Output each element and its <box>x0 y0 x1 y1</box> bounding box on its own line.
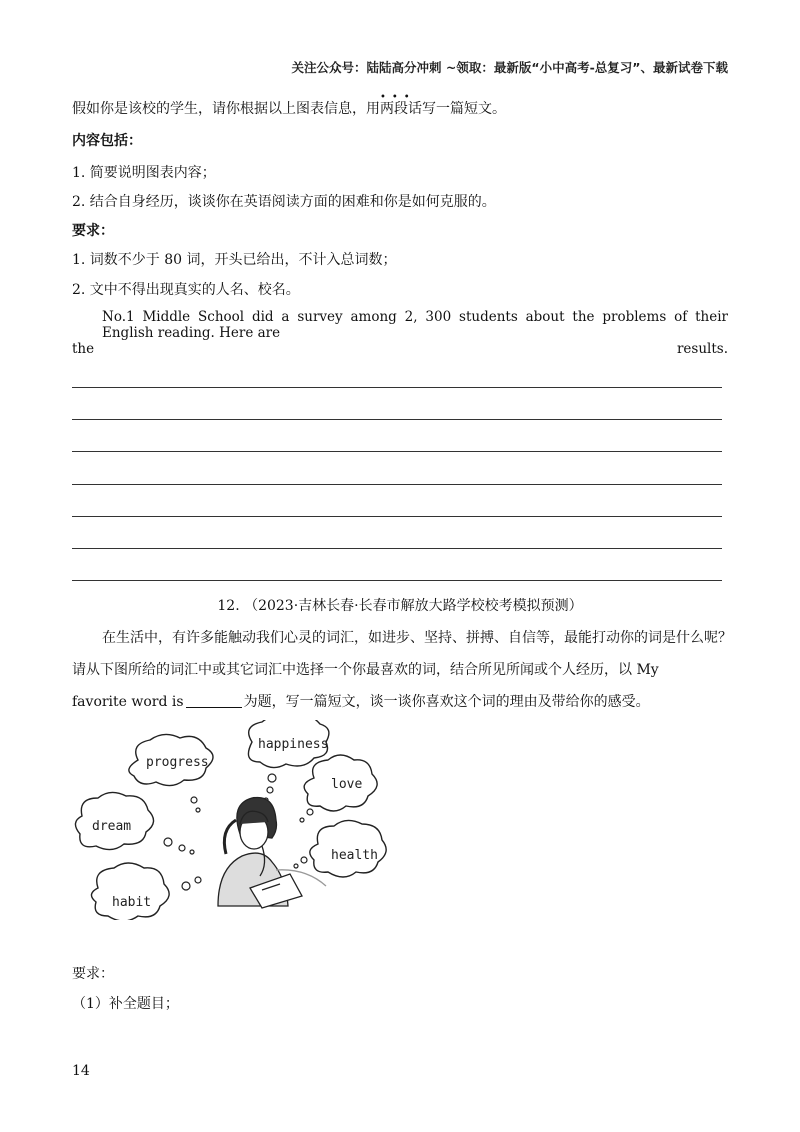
opening-line-2-right: results. <box>676 341 728 357</box>
page-header: 关注公众号：陆陆高分冲刺 ~领取：最新版“小中高考-总复习”、最新试卷下载 <box>291 60 728 75</box>
requirement-item-1: 1. 词数不少于 80 词，开头已给出，不计入总词数； <box>72 252 397 268</box>
q12-line-3 <box>72 691 650 711</box>
cloud-habit <box>91 863 169 920</box>
emphasis-dots: ••• <box>380 92 416 103</box>
requirement-item-2: 2. 文中不得出现真实的人名、校名。 <box>72 282 300 298</box>
intro-pre: 假如你是该校的学生，请你根据以上图表信息，用 <box>72 101 380 117</box>
opening-line-1: No.1 Middle School did a survey among 2, 300 students about the problems of their English reading. Here are <box>102 309 728 341</box>
word-happiness: happiness <box>258 737 329 752</box>
writing-line <box>72 580 722 581</box>
word-clouds-illustration <box>0 720 420 920</box>
q12-line-1: 在生活中，有许多能触动我们心灵的词汇，如进步、坚持、拼搏、自信等，最能打动你的词是什么呢？ <box>102 630 732 646</box>
writing-line <box>72 548 722 549</box>
word-progress: progress <box>146 755 209 770</box>
page-number: 14 <box>72 1063 90 1079</box>
writing-line <box>72 451 722 452</box>
q12-requirement-item-1: （1）补全题目； <box>72 996 179 1012</box>
content-heading: 内容包括： <box>72 133 142 149</box>
q12-line-3-pre: favorite word is <box>72 694 184 710</box>
q12-line-2: 请从下图所给的词汇中或其它词汇中选择一个你最喜欢的词，结合所见所闻或个人经历，以 My <box>72 662 659 678</box>
word-love: love <box>331 777 363 792</box>
writing-line <box>72 419 722 420</box>
q12-requirements-heading: 要求： <box>72 966 114 982</box>
writing-line <box>72 387 722 388</box>
opening-line-2-left: the <box>72 341 95 357</box>
writing-line <box>72 516 722 517</box>
q12-line-3-post: 为题，写一篇短文，谈一谈你喜欢这个词的理由及带给你的感受。 <box>243 694 650 710</box>
word-health: health <box>331 848 378 863</box>
requirements-heading: 要求： <box>72 223 114 239</box>
title-blank <box>186 707 242 708</box>
question-12-title: 12. （2023·吉林长春·长春市解放大路学校校考模拟预测） <box>217 598 583 614</box>
content-item-1: 1. 简要说明图表内容； <box>72 165 216 181</box>
word-habit: habit <box>112 895 152 910</box>
content-item-2: 2. 结合自身经历，谈谈你在英语阅读方面的困难和你是如何克服的。 <box>72 194 496 210</box>
intro-line <box>72 92 506 118</box>
word-dream: dream <box>92 819 132 834</box>
intro-emphasis: ••• 两段话 <box>380 92 422 117</box>
writing-line <box>72 484 722 485</box>
intro-post: 写一篇短文。 <box>422 101 506 117</box>
